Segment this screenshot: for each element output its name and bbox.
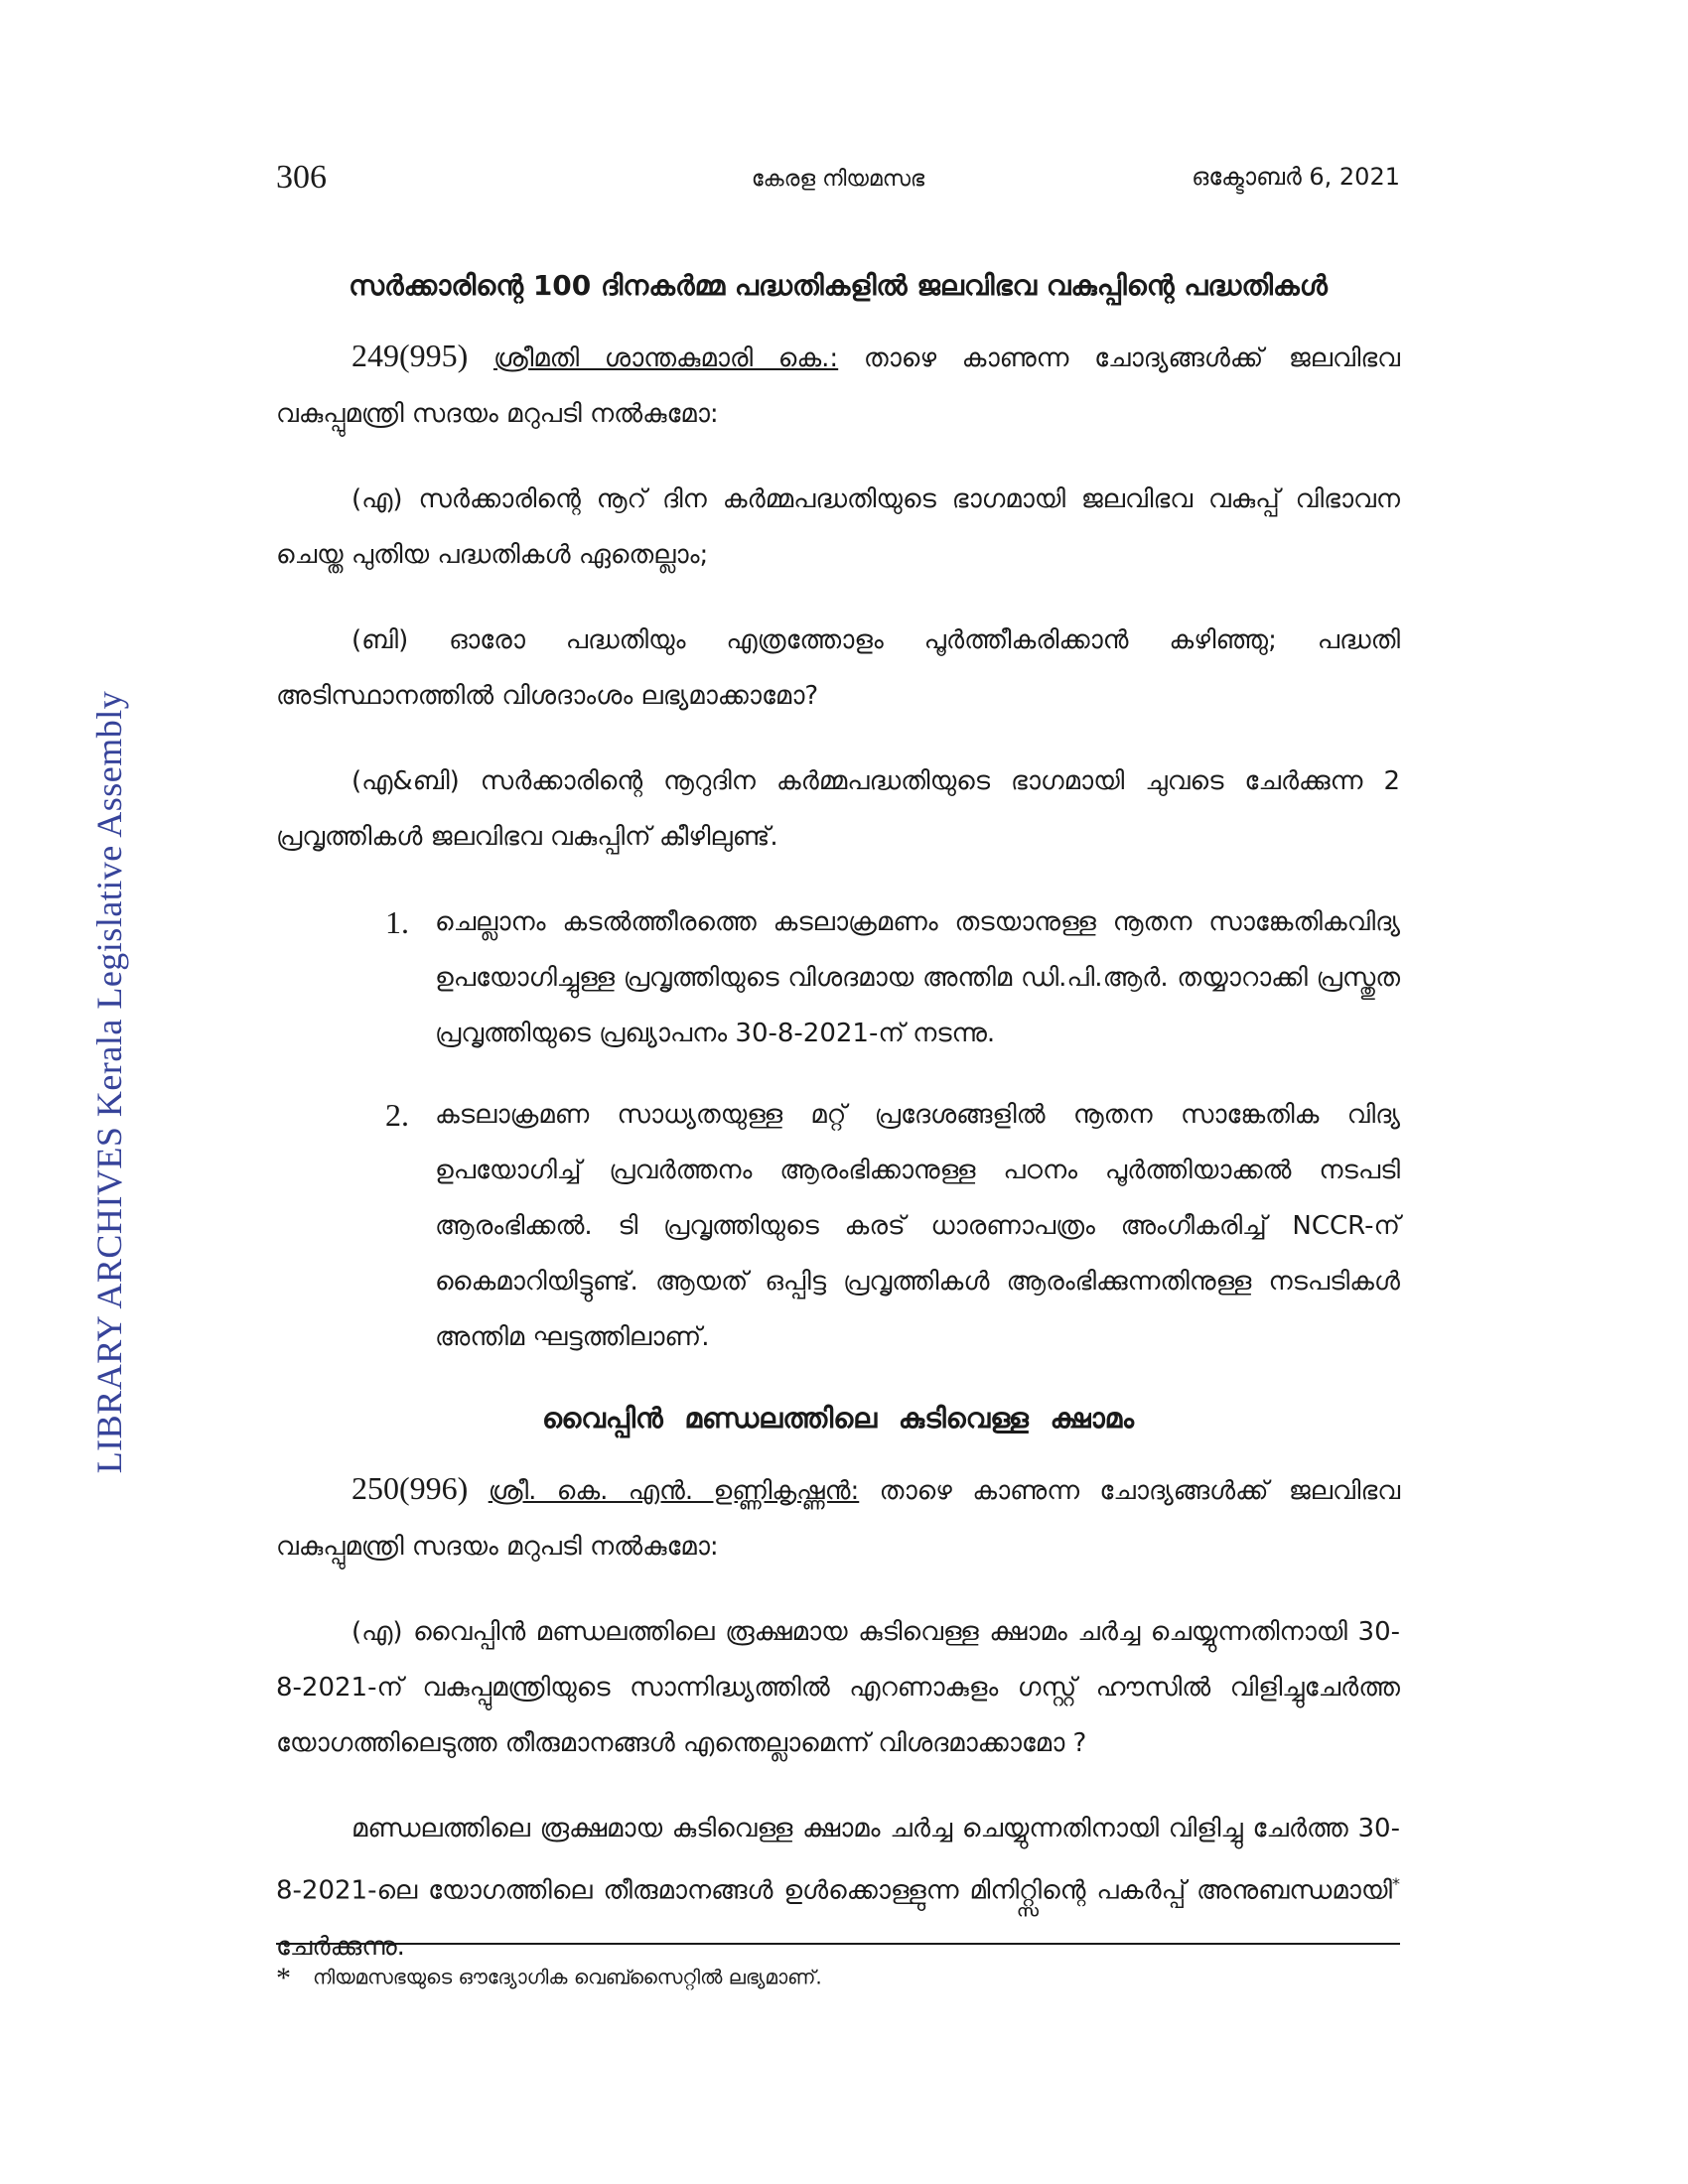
list-item [385, 1087, 1400, 1365]
member-name: ശ്രീ. കെ. എൻ. ഉണ്ണികൃഷ്ണൻ: [488, 1476, 860, 1506]
footnote-mark: * [276, 1962, 291, 1994]
archive-watermark: LIBRARY ARCHIVES Kerala Legislative Assembly [89, 690, 129, 1474]
question-part-a: (എ) വൈപ്പിൻ മണ്ഡലത്തിലെ രൂക്ഷമായ കുടിവെള്ള ക്ഷാമം ചർച്ച ചെയ്യുന്നതിനായി 30-8-2021-ന് വകുപ്പുമന്ത്രിയുടെ സാന്നിദ്ധ്യത്തിൽ എറണാകുളം ഗസ്റ്റ് ഹൗസിൽ വിളിച്ചുചേർത്ത യോഗത്തിലെടുത്ത തീരുമാനങ്ങൾ എന്തെല്ലാമെന്ന് വിശദമാക്കാമോ ? [276, 1617, 1400, 1758]
question-part-a: (എ) സർക്കാരിന്റെ നൂറ് ദിന കർമ്മപദ്ധതിയുടെ ഭാഗമായി ജലവിഭവ വകുപ്പ് വിഭാവന ചെയ്ത പുതിയ പദ്ധതികൾ ഏതെല്ലാം; [276, 484, 1400, 570]
list-item [385, 894, 1400, 1061]
list-item-number: 1. [385, 904, 409, 940]
page-number: 306 [276, 159, 327, 196]
list-item-text: കടലാക്രമണ സാധ്യതയുള്ള മറ്റ് പ്രദേശങ്ങളിൽ നൂതന സാങ്കേതിക വിദ്യ ഉപയോഗിച്ച് പ്രവർത്തനം ആരംഭിക്കാനുള്ള പഠനം പൂർത്തിയാക്കൽ നടപടി ആരംഭിക്കൽ. ടി പ്രവൃത്തിയുടെ കരട് ധാരണാപത്രം അംഗീകരിച്ച് NCCR-ന് കൈമാറിയിട്ടുണ്ട്. ആയത് ഒപ്പിട്ട പ്രവൃത്തികൾ ആരംഭിക്കുന്നതിനുള്ള നടപടികൾ അന്തിമ ഘട്ടത്തിലാണ്. [435, 1100, 1400, 1352]
answer-list [276, 894, 1400, 1365]
footnote-reference: * [1392, 1874, 1400, 1893]
section-heading-100-day-projects: സർക്കാരിന്റെ 100 ദിനകർമ്മ പദ്ധതികളിൽ ജലവിഭവ വകുപ്പിന്റെ പദ്ധതികൾ [349, 269, 1328, 302]
list-item-number: 2. [385, 1097, 409, 1133]
question-part-b: (ബി) ഓരോ പദ്ധതിയും എത്രത്തോളം പൂർത്തീകരിക്കാൻ കഴിഞ്ഞു; പദ്ധതി അടിസ്ഥാനത്തിൽ വിശദാംശം ലഭ്യമാക്കാമോ? [276, 625, 1400, 711]
answer-tail: ചേർക്കുന്നു. [276, 1931, 405, 1962]
footnote-text: നിയമസഭയുടെ ഔദ്യോഗിക വെബ്സൈറ്റിൽ ലഭ്യമാണ്. [313, 1965, 822, 1989]
answer-intro: (എ&ബി) സർക്കാരിന്റെ നൂറുദിന കർമ്മപദ്ധതിയുടെ ഭാഗമായി ചുവടെ ചേർക്കുന്ന 2 പ്രവൃത്തികൾ ജലവിഭവ വകുപ്പിന് കീഴിലുണ്ട്. [276, 766, 1400, 852]
question-250 [276, 1460, 1400, 1574]
answer-body: മണ്ഡലത്തിലെ രൂക്ഷമായ കുടിവെള്ള ക്ഷാമം ചർച്ച ചെയ്യുന്നതിനായി വിളിച്ചു ചേർത്ത 30-8-2021-ലെ യോഗത്തിലെ തീരുമാനങ്ങൾ ഉൾക്കൊള്ളുന്ന മിനിറ്റ്സിന്റെ പകർപ്പ് അനുബന്ധമായി [276, 1814, 1400, 1906]
page-header [276, 159, 1400, 208]
footnote-divider [276, 1943, 1400, 1945]
question-number: 250(996) [352, 1470, 469, 1506]
question-text: താഴെ കാണുന്ന ചോദ്യങ്ങൾക്ക് ജലവിഭവ വകുപ്പുമന്ത്രി സദയം മറുപടി നൽകുമോ: [276, 343, 1400, 429]
question-number: 249(995) [352, 338, 469, 373]
footnote [276, 1962, 1400, 1995]
page-content [276, 260, 1400, 2004]
header-date: ഒക്ടോബർ 6, 2021 [1192, 163, 1400, 191]
answer-text [276, 1801, 1400, 1975]
question-text: താഴെ കാണുന്ന ചോദ്യങ്ങൾക്ക് ജലവിഭവ വകുപ്പുമന്ത്രി സദയം മറുപടി നൽകുമോ: [276, 1476, 1401, 1562]
question-249 [276, 328, 1400, 442]
section-heading-vypin-water-shortage: വൈപ്പിൻ മണ്ഡലത്തിലെ കുടിവെള്ള ക്ഷാമം [541, 1402, 1134, 1434]
member-name: ശ്രീമതി ശാന്തകുമാരി കെ.: [492, 343, 839, 373]
journal-title: കേരള നിയമസഭ [751, 167, 925, 192]
list-item-text: ചെല്ലാനം കടൽത്തീരത്തെ കടലാക്രമണം തടയാനുള്ള നൂതന സാങ്കേതികവിദ്യ ഉപയോഗിച്ചുള്ള പ്രവൃത്തിയുടെ വിശദമായ അന്തിമ ഡി.പി.ആർ. തയ്യാറാക്കി പ്രസ്തുത പ്രവൃത്തിയുടെ പ്രഖ്യാപനം 30-8-2021-ന് നടന്നു. [435, 907, 1400, 1048]
